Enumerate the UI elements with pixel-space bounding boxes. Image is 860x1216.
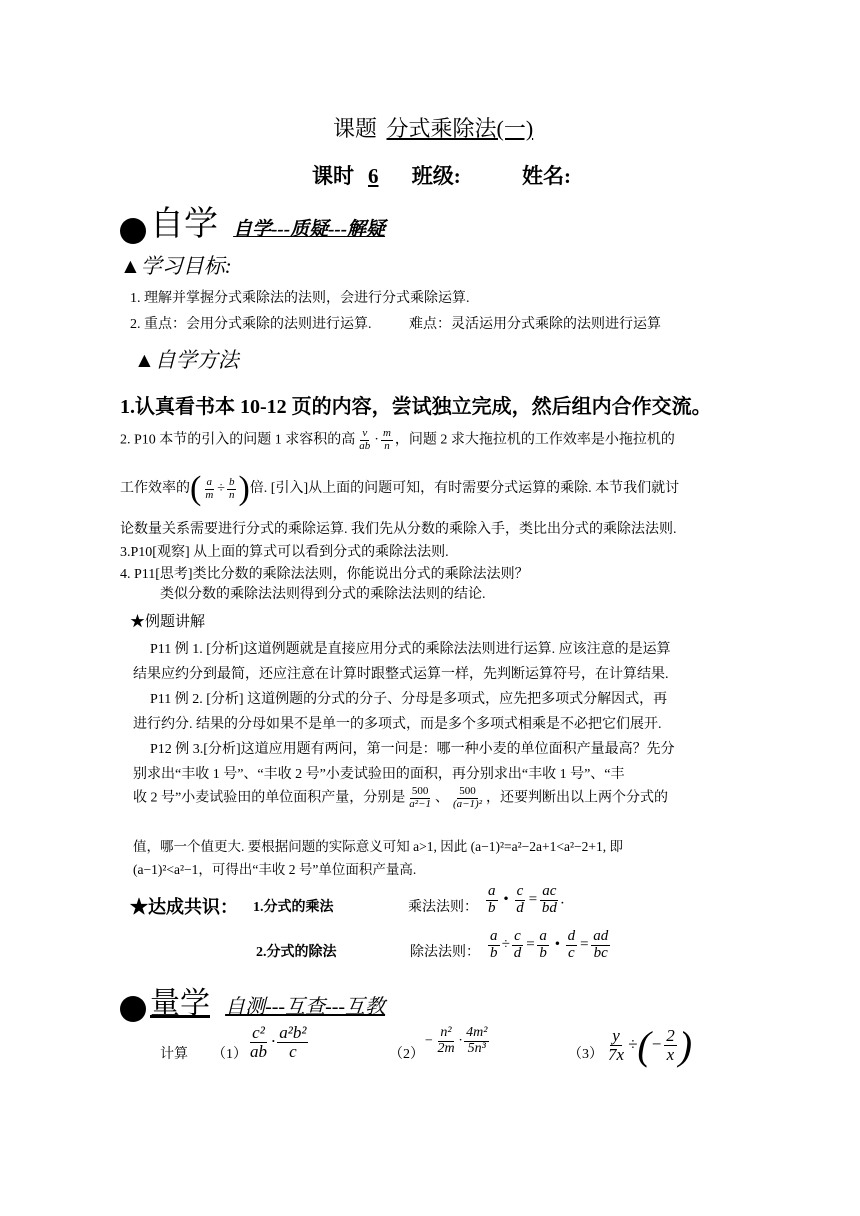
step-2b: ，问题 2 求大拖拉机的工作效率是小拖拉机的	[394, 432, 675, 448]
rule-1-name: 1.分式的乘法	[253, 900, 334, 915]
efficiency-fraction-b: $\frac{b}{n}$	[228, 475, 235, 501]
section-liangxue-heading	[120, 978, 385, 1022]
step-1: 1.认真看书本 10-12 页的内容，尝试独立完成，然后组内合作交流。	[120, 396, 712, 418]
step-3: 3.P10[观察] 从上面的算式可以看到分式的乘除法法则.	[120, 545, 449, 560]
step-2c: 工作效率的	[120, 481, 190, 497]
page-title	[333, 112, 533, 143]
example-3-line3: 收 2 号”小麦试验田的单位面积产量，分别是 $\frac{500}{\text{a²−1}}$ 、 $\frac{500}{\text{(a−1)²}}$ ，还要判断出以上两个分式的	[133, 785, 668, 810]
ex3c: 收 2 号”小麦试验田的单位面积产量，分别是	[133, 790, 406, 806]
problem-2-number: （2）	[389, 1047, 424, 1062]
problem-1-expression: $\frac{\text{c²}}{ab}$ · $\frac{\text{a²b²}}{c}$	[250, 1023, 307, 1061]
class-label: 班级:	[411, 164, 461, 188]
rule-2-label: 除法法则：	[410, 945, 480, 960]
bullet-icon	[120, 996, 146, 1022]
example-1-line2: 结果应约分到最简，还应注意在计算时跟整式运算一样，先判断运算符号，在计算结果.	[133, 667, 669, 682]
topic-label: 课题	[333, 116, 378, 141]
example-3-line4: 值，哪一个值更大. 要根据问题的实际意义可知 a>1, 因此 (a−1)²=a²−2a+1<a²−2+1, 即	[133, 839, 624, 854]
section-2-subtitle: 自测---互查---互教	[225, 996, 386, 1018]
problem-2-expression: − $\frac{\text{n²}}{2m}$ · $\frac{\text{4m²}}{\text{5n³}}$	[424, 1025, 488, 1056]
goals-heading: ▲学习目标:	[120, 254, 232, 278]
height-fraction-2: $\frac{m}{n}$	[382, 427, 391, 452]
example-2-line1: P11 例 2. [分析] 这道例题的分式的分子、分母是多项式，应先把多项式分解因式，再	[150, 692, 668, 707]
section-2-title: 量学	[150, 987, 210, 1020]
name-label: 姓名:	[522, 164, 571, 188]
bullet-icon	[120, 218, 146, 244]
goal-2-key: 2. 重点：会用分式乘除的法则进行运算.	[130, 317, 372, 332]
height-fraction: $\frac{v}{ab}$	[359, 427, 371, 452]
ex3d: ，还要判断出以上两个分式的	[486, 790, 668, 806]
goal-2-difficulty: 难点：灵活运用分式乘除的法则进行运算	[409, 317, 661, 332]
step-2-line3: 论数量关系需要进行分式的乘除运算. 我们先从分数的乘除入手，类比出分式的乘除法法则.	[120, 522, 677, 537]
step-2a: 2. P10 本节的引入的问题 1 求容积的高	[120, 432, 356, 448]
rule-1-label: 乘法法则：	[408, 900, 478, 915]
calc-label: 计算	[160, 1047, 188, 1062]
problem-3-number: （3）	[568, 1047, 603, 1062]
period-label: 课时	[312, 164, 354, 188]
efficiency-fraction-a: $\frac{a}{m}$	[205, 475, 214, 501]
example-3-line2: 别求出“丰收 1 号”、“丰收 2 号”小麦试验田的面积，再分别求出“丰收 1 号”、“丰	[133, 767, 625, 782]
division-rule-formula: $\frac{a}{b}$ ÷ $\frac{c}{d}$ = $\frac{a}{b}$ • $\frac{d}{c}$ = $\frac{ad}{bc}$	[490, 928, 609, 961]
step-4: 4. P11[思考]类比分数的乘除法法则，你能说出分式的乘除法法则？	[120, 567, 529, 582]
step-2-line1: 2. P10 本节的引入的问题 1 求容积的高 $\frac{v}{ab}$ · $\frac{m}{n}$ ，问题 2 求大拖拉机的工作效率是小拖拉机的	[120, 427, 675, 452]
multiplication-rule-formula: $\frac{a}{b}$ • $\frac{c}{d}$ = $\frac{ac}{bd}$ .	[488, 883, 565, 916]
rule-2-name: 2.分式的除法	[256, 945, 337, 960]
goal-1: 1. 理解并掌握分式乘除法的法则，会进行分式乘除运算.	[130, 291, 470, 306]
consensus-heading: ★达成共识：	[130, 897, 238, 917]
topic-value: 分式乘除法(一)	[386, 116, 534, 141]
method-heading: ▲自学方法	[134, 348, 239, 372]
yield-fraction-1: $\frac{500}{\text{a²−1}}$	[409, 785, 431, 810]
section-subtitle: 自学---质疑---解疑	[233, 219, 386, 240]
goal-2	[130, 313, 661, 333]
problem-1-number: （1）	[212, 1047, 247, 1062]
section-zixue-heading	[120, 196, 385, 245]
section-title: 自学	[150, 206, 218, 243]
yield-fraction-2: $\frac{500}{\text{(a−1)²}}$	[452, 785, 482, 810]
period-value: 6	[368, 164, 379, 188]
step-4b: 类似分数的乘除法法则得到分式的乘除法法则的结论.	[160, 587, 486, 602]
example-2-line2: 进行约分. 结果的分母如果不是单一的多项式，而是多个多项式相乘是不必把它们展开.	[133, 717, 662, 732]
example-1-line1: P11 例 1. [分析]这道例题就是直接应用分式的乘除法法则进行运算. 应该注意的是运算	[150, 642, 671, 657]
problem-3-expression: $\frac{y}{7x}$ ÷(− $\frac{2}{x}$ )	[608, 1023, 693, 1068]
examples-heading: ★例题讲解	[130, 614, 206, 630]
header-info	[312, 160, 571, 190]
step-2-line2: 工作效率的( $\frac{a}{m}$ ÷ $\frac{b}{n}$ )倍. [引入]从上面的问题可知，有时需要分式运算的乘除. 本节我们就讨	[120, 470, 680, 507]
step-2d: 倍. [引入]从上面的问题可知，有时需要分式运算的乘除. 本节我们就讨	[249, 481, 680, 497]
example-3-line5: (a−1)²<a²−1，可得出“丰收 2 号”单位面积产量高.	[133, 862, 417, 877]
example-3-line1: P12 例 3.[分析]这道应用题有两问，第一问是：哪一种小麦的单位面积产量最高？先分	[150, 742, 675, 757]
